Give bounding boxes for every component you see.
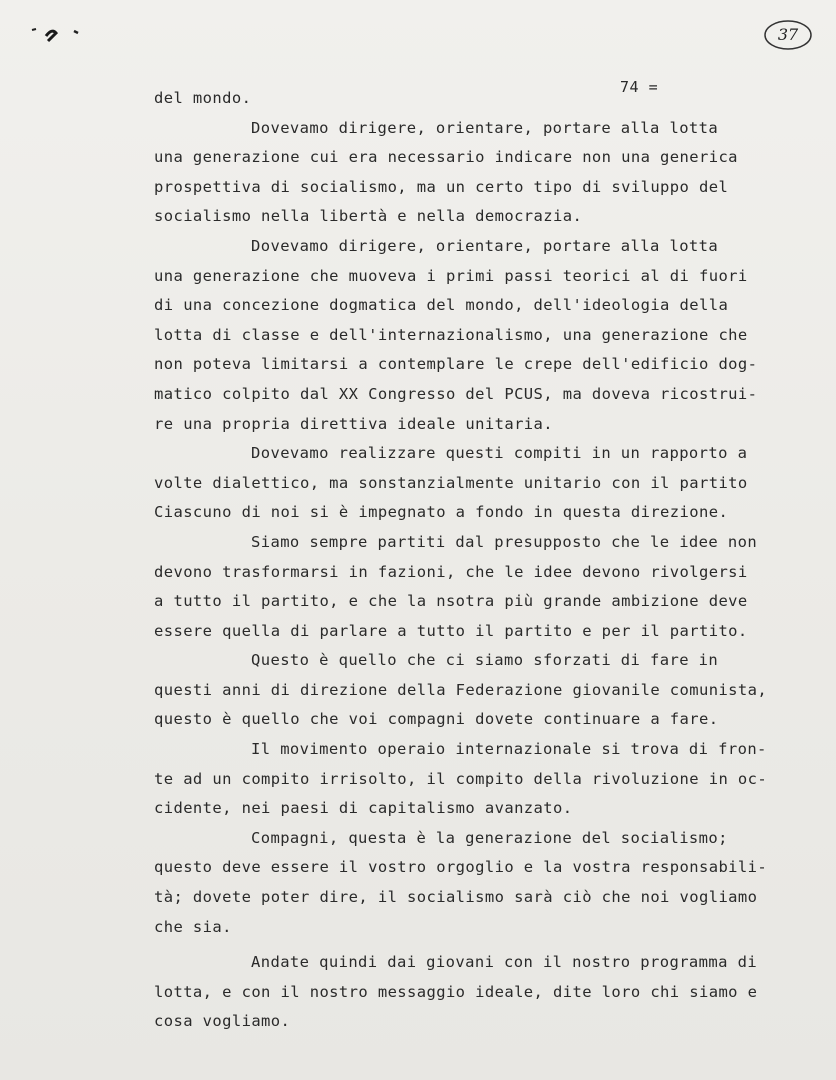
text-line: tà; dovete poter dire, il socialismo sarà ciò che noi vogliamo [154,888,758,907]
body-text [154,84,794,1037]
text-line: Dovevamo realizzare questi compiti in un rapporto a [251,444,748,463]
text-line: questo è quello che voi compagni dovete continuare a fare. [154,710,719,729]
text-line: Ciascuno di noi si è impegnato a fondo in questa direzione. [154,503,729,522]
text-line: re una propria direttiva ideale unitaria. [154,414,554,433]
text-line: Dovevamo dirigere, orientare, portare alla lotta [251,118,719,137]
text-line: cidente, nei paesi di capitalismo avanzato. [154,799,573,818]
text-line: socialismo nella libertà e nella democrazia. [154,207,583,226]
text-line: a tutto il partito, e che la nsotra più grande ambizione deve [154,592,748,611]
text-line: una generazione cui era necessario indicare non una generica [154,148,738,167]
text-line: di una concezione dogmatica del mondo, dell'ideologia della [154,296,729,315]
text-line: matico colpito dal XX Congresso del PCUS, ma doveva ricostrui- [154,384,758,403]
text-line: cosa vogliamo. [154,1012,291,1031]
text-line: devono trasformarsi in fazioni, che le idee devono rivolgersi [154,562,748,581]
text-line: Il movimento operaio internazionale si trova di fron- [251,740,767,759]
text-line: essere quella di parlare a tutto il partito e per il partito. [154,621,748,640]
stamp-number: 37 [777,25,799,44]
text-line: te ad un compito irrisolto, il compito della rivoluzione in oc- [154,769,768,788]
text-line: lotta, e con il nostro messaggio ideale, dite loro chi siamo e [154,982,758,1001]
ink-marks-decoration [26,22,96,46]
text-line: questo deve essere il vostro orgoglio e la vostra responsabili- [154,858,768,877]
text-line: volte dialettico, ma sonstanzialmente unitario con il partito [154,473,748,492]
text-line: del mondo. [154,89,252,107]
text-line: lotta di classe e dell'internazionalismo, una generazione che [154,325,748,344]
watermark [0,985,40,1025]
text-line: Andate quindi dai giovani con il nostro programma di [251,953,758,972]
text-line: che sia. [154,917,232,936]
text-line: Dovevamo dirigere, orientare, portare alla lotta [251,236,719,255]
text-line: una generazione che muoveva i primi passi teorici al di fuori [154,266,748,285]
text-line: Siamo sempre partiti dal presupposto che le idee non [251,532,758,551]
text-line: prospettiva di socialismo, ma un certo tipo di sviluppo del [154,177,729,196]
text-line: non poteva limitarsi a contemplare le crepe dell'edificio dog- [154,355,758,374]
text-line: questi anni di direzione della Federazione giovanile comunista, [154,680,768,699]
text-line: Compagni, questa è la generazione del socialismo; [251,828,728,847]
text-line: Questo è quello che ci siamo sforzati di fare in [251,651,719,670]
page-number: 74 = [620,78,659,96]
archive-stamp [762,18,814,52]
